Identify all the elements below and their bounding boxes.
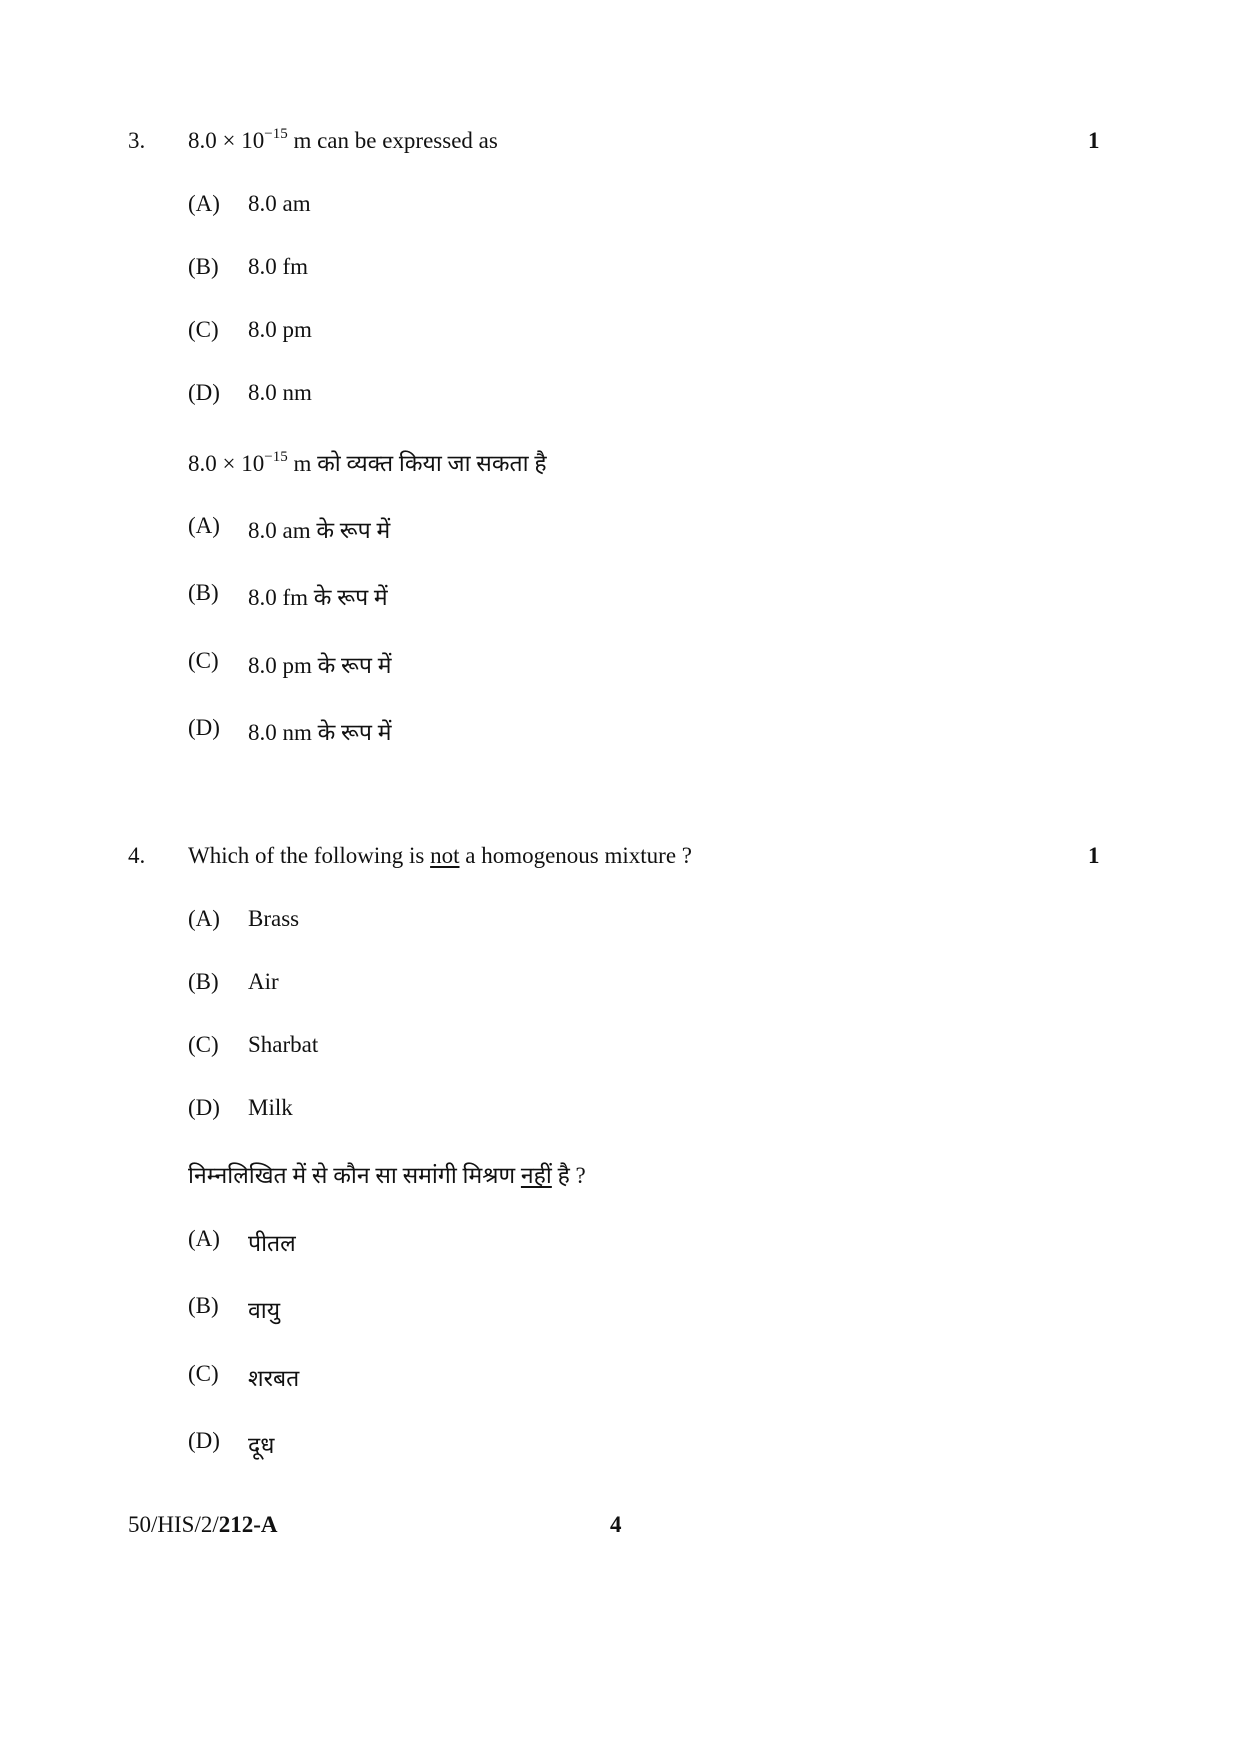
question-3-stem-hi	[188, 446, 547, 478]
stem-exponent: −15	[264, 126, 288, 142]
question-3-stem-en	[188, 128, 498, 154]
q4-hi-option-b-label: (B)	[188, 1293, 219, 1318]
q3-option-d-text: 8.0 nm	[248, 380, 312, 405]
q4-option-d-text: Milk	[248, 1095, 293, 1120]
q3-hi-option-a-text: 8.0 am के रूप में	[248, 518, 391, 543]
q3-hi-option-b-text: 8.0 fm के रूप में	[248, 585, 388, 610]
stem-text: है ?	[551, 1163, 586, 1188]
q4-option-a-text: Brass	[248, 906, 300, 931]
question-4-stem-en	[188, 843, 692, 869]
q4-option-b-label: (B)	[188, 969, 219, 994]
stem-text: m को व्यक्त किया जा सकता है	[287, 451, 547, 476]
stem-text: a homogenous mixture ?	[459, 843, 693, 868]
question-4-number: 4.	[128, 843, 146, 868]
q4-hi-option-a-label: (A)	[188, 1226, 220, 1251]
q4-option-a-label: (A)	[188, 906, 220, 931]
q3-hi-option-d-label: (D)	[188, 715, 220, 740]
page-number: 4	[610, 1512, 622, 1537]
stem-text: m can be expressed as	[287, 128, 498, 153]
q3-hi-option-b-label: (B)	[188, 580, 219, 605]
q3-hi-option-d-text: 8.0 nm के रूप में	[248, 720, 392, 745]
q3-hi-option-c-text: 8.0 pm के रूप में	[248, 653, 392, 678]
q3-option-c-label: (C)	[188, 317, 219, 342]
stem-coefficient: 8.0 × 10	[188, 451, 265, 476]
q4-option-d-label: (D)	[188, 1095, 220, 1120]
stem-emphasis: नहीं	[520, 1163, 552, 1188]
question-3-number: 3.	[128, 128, 146, 153]
stem-text: निम्नलिखित में से कौन सा समांगी मिश्रण	[188, 1163, 521, 1188]
paper-code	[128, 1512, 278, 1538]
stem-text: Which of the following is	[188, 843, 431, 868]
q3-hi-option-a-label: (A)	[188, 513, 220, 538]
question-4-marks: 1	[1088, 843, 1100, 868]
q4-hi-option-b-text: वायु	[248, 1298, 281, 1323]
q4-option-c-label: (C)	[188, 1032, 219, 1057]
q3-option-c-text: 8.0 pm	[248, 317, 312, 342]
stem-emphasis: not	[430, 843, 460, 868]
q4-hi-option-a-text: पीतल	[248, 1231, 296, 1256]
q3-option-b-label: (B)	[188, 254, 219, 279]
q4-hi-option-d-label: (D)	[188, 1428, 220, 1453]
stem-exponent: −15	[264, 449, 288, 465]
q3-hi-option-c-label: (C)	[188, 648, 219, 673]
question-4-stem-hi	[188, 1158, 586, 1190]
paper-code-prefix: 50/HIS/2/	[128, 1512, 219, 1537]
q3-option-a-text: 8.0 am	[248, 191, 311, 216]
q4-option-b-text: Air	[248, 969, 279, 994]
q4-option-c-text: Sharbat	[248, 1032, 319, 1057]
q3-option-b-text: 8.0 fm	[248, 254, 309, 279]
question-3-marks: 1	[1088, 128, 1100, 153]
q4-hi-option-d-text: दूध	[248, 1433, 275, 1458]
paper-code-suffix: 212-A	[218, 1512, 278, 1537]
q4-hi-option-c-label: (C)	[188, 1361, 219, 1386]
stem-coefficient: 8.0 × 10	[188, 128, 265, 153]
q3-option-d-label: (D)	[188, 380, 220, 405]
q4-hi-option-c-text: शरबत	[248, 1366, 300, 1391]
q3-option-a-label: (A)	[188, 191, 220, 216]
